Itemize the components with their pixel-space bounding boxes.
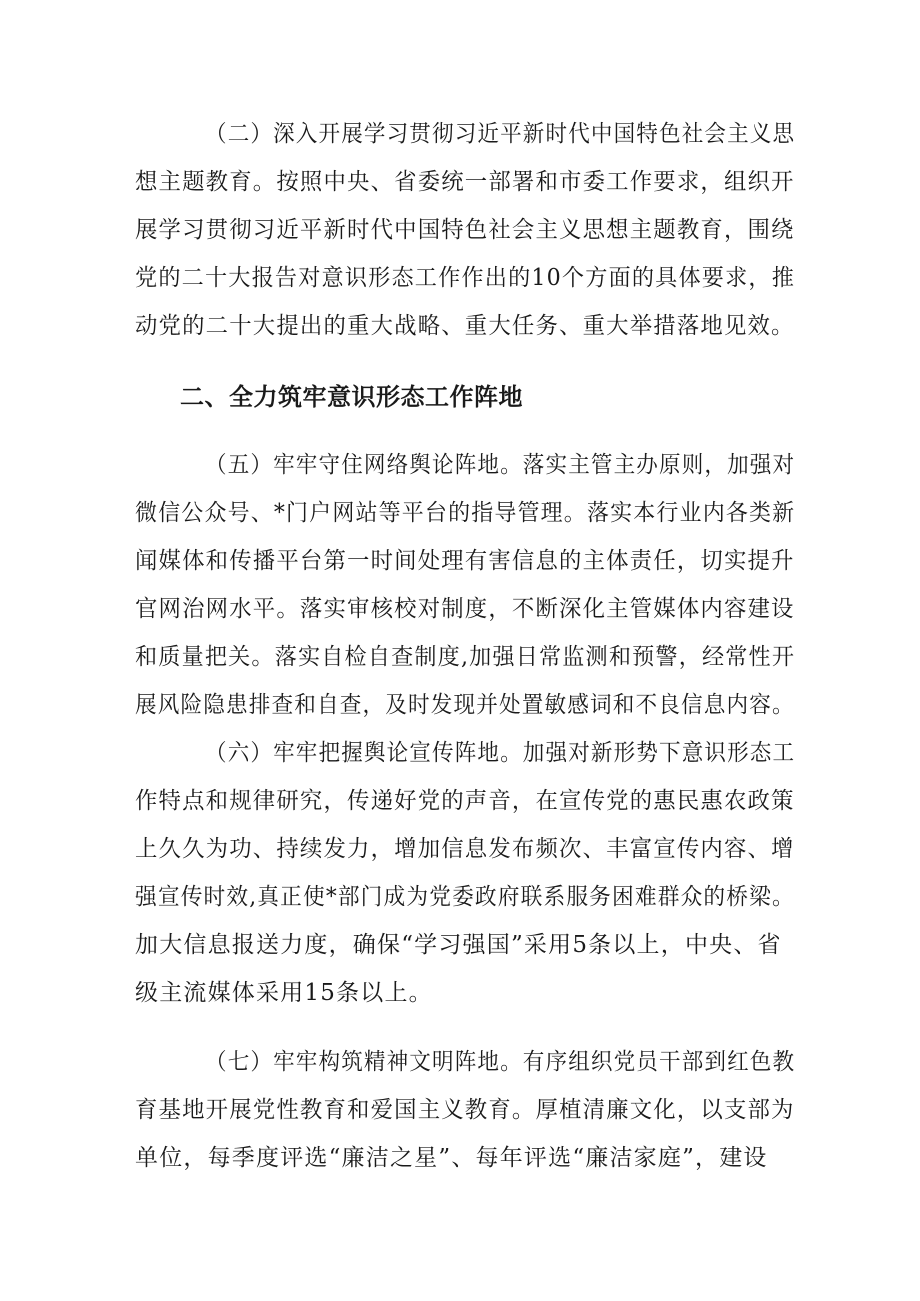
text-line: 想主题教育。按照中央、省委统一部署和市委工作要求，组织开 (135, 169, 795, 195)
text-line: （二）深入开展学习贯彻习近平新时代中国特色社会主义思 (205, 121, 796, 147)
text-line: 作特点和规律研究，传递好党的声音，在宣传党的惠民惠农政策 (135, 788, 795, 814)
section-heading: 二、全力筑牢意识形态工作阵地 (180, 383, 523, 411)
text-line: 级主流媒体采用15条以上。 (135, 980, 433, 1006)
text-line: 和质量把关。落实自检自查制度,加强日常监测和预警，经常性开 (135, 644, 796, 670)
text-line: 展学习贯彻习近平新时代中国特色社会主义思想主题教育，围绕 (135, 217, 795, 243)
text-line: 育基地开展党性教育和爱国主义教育。厚植清廉文化，以支部为 (135, 1097, 795, 1123)
text-line: 上久久为功、持续发力，增加信息发布频次、丰富宣传内容、增 (135, 836, 795, 862)
text-line: 强宣传时效,真正使*部门成为党委政府联系服务困难群众的桥梁。 (135, 884, 795, 910)
text-line: 动党的二十大提出的重大战略、重大任务、重大举措落地见效。 (135, 313, 795, 339)
text-line: 微信公众号、*门户网站等平台的指导管理。落实本行业内各类新 (135, 500, 796, 526)
text-line: （五）牢牢守住网络舆论阵地。落实主管主办原则，加强对 (205, 452, 796, 478)
text-line: 单位，每季度评选“廉洁之星”、每年评选“廉洁家庭”，建设 (135, 1145, 768, 1171)
text-line: 官网治网水平。落实审核校对制度，不断深化主管媒体内容建设 (135, 596, 795, 622)
text-line: 展风险隐患排查和自查，及时发现并处置敏感词和不良信息内容。 (135, 692, 795, 718)
text-line: （六）牢牢把握舆论宣传阵地。加强对新形势下意识形态工 (205, 740, 796, 766)
text-line: 闻媒体和传播平台第一时间处理有害信息的主体责任，切实提升 (135, 548, 795, 574)
text-line: 党的二十大报告对意识形态工作作出的10个方面的具体要求，推 (135, 265, 796, 291)
text-line: （七）牢牢构筑精神文明阵地。有序组织党员干部到红色教 (205, 1049, 796, 1075)
text-line: 加大信息报送力度，确保“学习强国”采用5条以上，中央、省 (135, 932, 782, 958)
